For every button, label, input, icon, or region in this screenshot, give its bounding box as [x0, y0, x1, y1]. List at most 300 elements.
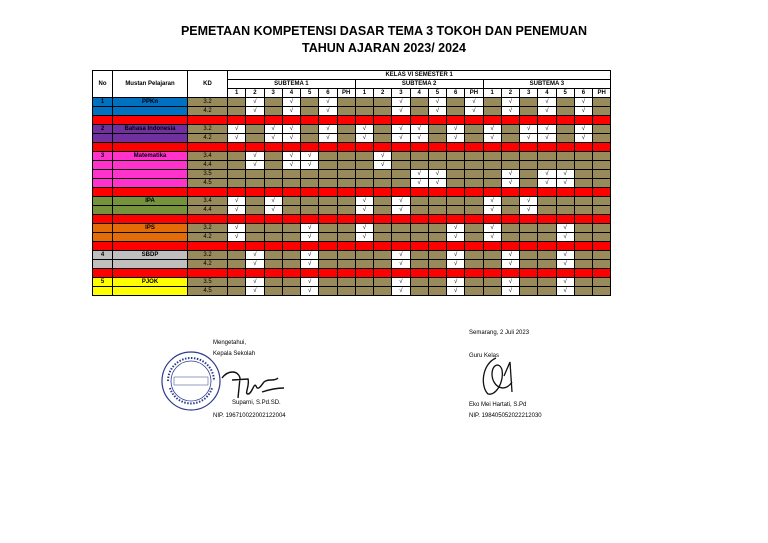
empty-cell	[501, 152, 519, 161]
empty-cell	[246, 134, 264, 143]
separator-cell	[556, 188, 574, 197]
check-mark: √	[483, 134, 501, 143]
empty-cell	[282, 233, 300, 242]
separator-cell	[337, 215, 355, 224]
empty-cell	[465, 152, 483, 161]
empty-cell	[355, 260, 373, 269]
check-mark: √	[355, 206, 373, 215]
table-cell	[93, 134, 113, 143]
empty-cell	[228, 251, 246, 260]
empty-cell	[337, 260, 355, 269]
separator-cell	[410, 143, 428, 152]
table-cell	[93, 260, 113, 269]
separator-cell	[593, 269, 611, 278]
empty-cell	[447, 206, 465, 215]
table-cell	[113, 107, 188, 116]
empty-cell	[447, 179, 465, 188]
separator-cell	[465, 116, 483, 125]
table-cell	[113, 260, 188, 269]
empty-cell	[319, 197, 337, 206]
empty-cell	[501, 224, 519, 233]
subtema-header: SUBTEMA 1	[228, 80, 356, 89]
empty-cell	[337, 107, 355, 116]
separator-cell	[374, 116, 392, 125]
empty-cell	[538, 206, 556, 215]
empty-cell	[374, 206, 392, 215]
empty-cell	[520, 170, 538, 179]
empty-cell	[483, 260, 501, 269]
separator-cell	[113, 188, 188, 197]
separator-cell	[374, 242, 392, 251]
check-mark: √	[392, 134, 410, 143]
empty-cell	[228, 152, 246, 161]
empty-cell	[282, 179, 300, 188]
check-mark: √	[538, 134, 556, 143]
principal-name: Suparni, S.Pd.SD.	[232, 400, 281, 406]
day-header: 4	[282, 89, 300, 98]
empty-cell	[319, 287, 337, 296]
empty-cell	[301, 107, 319, 116]
empty-cell	[392, 224, 410, 233]
empty-cell	[574, 251, 592, 260]
separator-cell	[501, 116, 519, 125]
check-mark: √	[410, 125, 428, 134]
empty-cell	[593, 125, 611, 134]
empty-cell	[520, 107, 538, 116]
empty-cell	[282, 251, 300, 260]
page-subtitle: TAHUN AJARAN 2023/ 2024	[302, 41, 466, 55]
empty-cell	[228, 98, 246, 107]
empty-cell	[246, 179, 264, 188]
separator-cell	[282, 143, 300, 152]
empty-cell	[410, 161, 428, 170]
subject-number: 2	[93, 125, 113, 134]
check-mark: √	[556, 260, 574, 269]
empty-cell	[593, 107, 611, 116]
separator-cell	[593, 242, 611, 251]
separator-row	[93, 188, 611, 197]
separator-cell	[228, 269, 246, 278]
separator-cell	[301, 215, 319, 224]
table-cell	[93, 233, 113, 242]
day-header: 3	[264, 89, 282, 98]
separator-cell	[574, 215, 592, 224]
empty-cell	[556, 161, 574, 170]
teacher-nip: NIP. 198405052022212030	[469, 413, 542, 419]
separator-cell	[374, 188, 392, 197]
separator-cell	[538, 143, 556, 152]
empty-cell	[428, 260, 446, 269]
check-mark: √	[483, 233, 501, 242]
separator-cell	[93, 188, 113, 197]
check-mark: √	[355, 134, 373, 143]
acknowledged-label: Mengetahui,	[213, 340, 247, 346]
table-cell	[113, 233, 188, 242]
empty-cell	[319, 179, 337, 188]
subtema-header: SUBTEMA 3	[483, 80, 611, 89]
separator-cell	[556, 116, 574, 125]
empty-cell	[246, 224, 264, 233]
table-cell	[113, 161, 188, 170]
separator-cell	[301, 116, 319, 125]
empty-cell	[264, 233, 282, 242]
check-mark: √	[301, 287, 319, 296]
separator-cell	[93, 269, 113, 278]
empty-cell	[574, 179, 592, 188]
kd-code: 3.2	[188, 224, 228, 233]
separator-cell	[228, 242, 246, 251]
table-cell	[113, 170, 188, 179]
check-mark: √	[264, 197, 282, 206]
separator-cell	[483, 143, 501, 152]
empty-cell	[374, 224, 392, 233]
separator-cell	[465, 242, 483, 251]
kd-code: 4.2	[188, 233, 228, 242]
principal-signature	[218, 364, 288, 402]
empty-cell	[355, 161, 373, 170]
empty-cell	[264, 224, 282, 233]
check-mark: √	[301, 251, 319, 260]
empty-cell	[428, 287, 446, 296]
day-header: 2	[374, 89, 392, 98]
separator-cell	[319, 188, 337, 197]
empty-cell	[593, 170, 611, 179]
empty-cell	[501, 206, 519, 215]
check-mark: √	[520, 206, 538, 215]
kd-code: 3.2	[188, 125, 228, 134]
empty-cell	[410, 287, 428, 296]
subject-number: 3	[93, 152, 113, 161]
empty-cell	[319, 152, 337, 161]
separator-cell	[246, 269, 264, 278]
empty-cell	[593, 197, 611, 206]
empty-cell	[319, 260, 337, 269]
empty-cell	[593, 98, 611, 107]
empty-cell	[319, 251, 337, 260]
empty-cell	[319, 206, 337, 215]
separator-cell	[188, 188, 228, 197]
empty-cell	[556, 125, 574, 134]
separator-cell	[355, 242, 373, 251]
empty-cell	[374, 197, 392, 206]
empty-cell	[337, 152, 355, 161]
empty-cell	[520, 278, 538, 287]
check-mark: √	[282, 98, 300, 107]
empty-cell	[465, 260, 483, 269]
check-mark: √	[538, 107, 556, 116]
empty-cell	[410, 98, 428, 107]
day-header: 6	[447, 89, 465, 98]
separator-cell	[337, 269, 355, 278]
check-mark: √	[228, 134, 246, 143]
empty-cell	[556, 152, 574, 161]
empty-cell	[520, 152, 538, 161]
empty-cell	[264, 179, 282, 188]
empty-cell	[520, 224, 538, 233]
empty-cell	[520, 260, 538, 269]
table-row	[93, 197, 611, 206]
table-cell	[113, 206, 188, 215]
empty-cell	[282, 170, 300, 179]
empty-cell	[556, 107, 574, 116]
empty-cell	[337, 278, 355, 287]
check-mark: √	[374, 161, 392, 170]
separator-cell	[501, 215, 519, 224]
empty-cell	[337, 134, 355, 143]
check-mark: √	[501, 260, 519, 269]
separator-cell	[319, 143, 337, 152]
separator-cell	[246, 215, 264, 224]
check-mark: √	[574, 125, 592, 134]
separator-cell	[282, 215, 300, 224]
empty-cell	[410, 278, 428, 287]
empty-cell	[574, 197, 592, 206]
separator-cell	[355, 215, 373, 224]
empty-cell	[428, 125, 446, 134]
separator-cell	[319, 269, 337, 278]
empty-cell	[465, 251, 483, 260]
table-cell	[113, 134, 188, 143]
table-row	[93, 161, 611, 170]
subject-name: Matematika	[113, 152, 188, 161]
empty-cell	[538, 224, 556, 233]
separator-cell	[355, 116, 373, 125]
empty-cell	[392, 170, 410, 179]
empty-cell	[410, 260, 428, 269]
check-mark: √	[428, 107, 446, 116]
check-mark: √	[520, 134, 538, 143]
separator-cell	[264, 215, 282, 224]
check-mark: √	[392, 125, 410, 134]
check-mark: √	[319, 98, 337, 107]
empty-cell	[392, 233, 410, 242]
check-mark: √	[556, 287, 574, 296]
empty-cell	[337, 125, 355, 134]
check-mark: √	[282, 125, 300, 134]
separator-cell	[319, 215, 337, 224]
empty-cell	[264, 152, 282, 161]
empty-cell	[337, 179, 355, 188]
separator-cell	[228, 215, 246, 224]
separator-cell	[93, 116, 113, 125]
class-semester-header: KELAS VI SEMESTER 1	[228, 71, 611, 80]
empty-cell	[593, 134, 611, 143]
empty-cell	[556, 98, 574, 107]
empty-cell	[465, 287, 483, 296]
empty-cell	[282, 224, 300, 233]
check-mark: √	[228, 206, 246, 215]
empty-cell	[410, 233, 428, 242]
check-mark: √	[301, 161, 319, 170]
check-mark: √	[355, 233, 373, 242]
empty-cell	[447, 161, 465, 170]
empty-cell	[538, 197, 556, 206]
empty-cell	[355, 251, 373, 260]
check-mark: √	[282, 161, 300, 170]
separator-cell	[319, 242, 337, 251]
page-title: PEMETAAN KOMPETENSI DASAR TEMA 3 TOKOH DAN PENEMUAN	[180, 24, 588, 38]
empty-cell	[246, 197, 264, 206]
table-row	[93, 206, 611, 215]
check-mark: √	[538, 170, 556, 179]
check-mark: √	[538, 179, 556, 188]
separator-cell	[93, 143, 113, 152]
empty-cell	[538, 278, 556, 287]
empty-cell	[428, 161, 446, 170]
check-mark: √	[501, 251, 519, 260]
kd-code: 3.5	[188, 278, 228, 287]
separator-cell	[301, 269, 319, 278]
separator-cell	[447, 116, 465, 125]
empty-cell	[447, 152, 465, 161]
separator-cell	[465, 188, 483, 197]
subject-name: PJOK	[113, 278, 188, 287]
empty-cell	[337, 224, 355, 233]
empty-cell	[337, 197, 355, 206]
kd-code: 4.2	[188, 107, 228, 116]
day-header: 3	[520, 89, 538, 98]
kd-code: 4.2	[188, 134, 228, 143]
separator-cell	[520, 242, 538, 251]
separator-cell	[355, 188, 373, 197]
table-cell	[93, 206, 113, 215]
empty-cell	[264, 287, 282, 296]
separator-cell	[538, 188, 556, 197]
separator-cell	[337, 143, 355, 152]
empty-cell	[282, 206, 300, 215]
check-mark: √	[465, 98, 483, 107]
day-header: 5	[428, 89, 446, 98]
separator-cell	[447, 215, 465, 224]
empty-cell	[410, 206, 428, 215]
empty-cell	[374, 260, 392, 269]
empty-cell	[246, 233, 264, 242]
check-mark: √	[246, 107, 264, 116]
check-mark: √	[574, 107, 592, 116]
empty-cell	[520, 287, 538, 296]
day-header: 2	[501, 89, 519, 98]
separator-cell	[228, 116, 246, 125]
empty-cell	[483, 287, 501, 296]
empty-cell	[520, 98, 538, 107]
empty-cell	[593, 152, 611, 161]
check-mark: √	[501, 98, 519, 107]
empty-cell	[483, 251, 501, 260]
separator-cell	[574, 143, 592, 152]
separator-cell	[392, 269, 410, 278]
check-mark: √	[355, 197, 373, 206]
empty-cell	[483, 98, 501, 107]
separator-cell	[113, 269, 188, 278]
check-mark: √	[282, 152, 300, 161]
empty-cell	[374, 107, 392, 116]
check-mark: √	[483, 197, 501, 206]
separator-cell	[465, 143, 483, 152]
empty-cell	[337, 170, 355, 179]
empty-cell	[428, 224, 446, 233]
check-mark: √	[410, 179, 428, 188]
check-mark: √	[520, 125, 538, 134]
empty-cell	[301, 179, 319, 188]
empty-cell	[355, 98, 373, 107]
empty-cell	[355, 152, 373, 161]
separator-cell	[428, 188, 446, 197]
day-header: 1	[228, 89, 246, 98]
check-mark: √	[246, 287, 264, 296]
empty-cell	[574, 224, 592, 233]
empty-cell	[574, 233, 592, 242]
separator-cell	[228, 188, 246, 197]
empty-cell	[410, 224, 428, 233]
empty-cell	[228, 161, 246, 170]
separator-cell	[113, 215, 188, 224]
separator-cell	[264, 143, 282, 152]
check-mark: √	[264, 125, 282, 134]
separator-row	[93, 215, 611, 224]
empty-cell	[574, 287, 592, 296]
separator-cell	[538, 116, 556, 125]
separator-cell	[593, 188, 611, 197]
empty-cell	[282, 287, 300, 296]
check-mark: √	[538, 125, 556, 134]
check-mark: √	[301, 278, 319, 287]
check-mark: √	[319, 134, 337, 143]
empty-cell	[483, 170, 501, 179]
check-mark: √	[556, 251, 574, 260]
check-mark: √	[447, 278, 465, 287]
empty-cell	[447, 107, 465, 116]
table-cell	[113, 179, 188, 188]
empty-cell	[337, 233, 355, 242]
empty-cell	[301, 197, 319, 206]
day-header: 6	[574, 89, 592, 98]
check-mark: √	[392, 197, 410, 206]
empty-cell	[538, 233, 556, 242]
separator-cell	[188, 242, 228, 251]
check-mark: √	[392, 278, 410, 287]
check-mark: √	[246, 161, 264, 170]
separator-cell	[501, 188, 519, 197]
separator-cell	[410, 215, 428, 224]
separator-cell	[447, 188, 465, 197]
separator-cell	[520, 215, 538, 224]
subject-number: 5	[93, 278, 113, 287]
check-mark: √	[301, 233, 319, 242]
empty-cell	[428, 197, 446, 206]
empty-cell	[355, 278, 373, 287]
check-mark: √	[301, 224, 319, 233]
check-mark: √	[246, 98, 264, 107]
empty-cell	[264, 278, 282, 287]
check-mark: √	[319, 125, 337, 134]
check-mark: √	[228, 233, 246, 242]
day-header: 1	[355, 89, 373, 98]
check-mark: √	[228, 224, 246, 233]
empty-cell	[556, 197, 574, 206]
empty-cell	[428, 152, 446, 161]
separator-cell	[246, 188, 264, 197]
separator-cell	[319, 116, 337, 125]
empty-cell	[593, 278, 611, 287]
separator-cell	[374, 143, 392, 152]
separator-cell	[188, 143, 228, 152]
empty-cell	[538, 152, 556, 161]
empty-cell	[574, 161, 592, 170]
subject-name: IPS	[113, 224, 188, 233]
empty-cell	[593, 206, 611, 215]
empty-cell	[374, 233, 392, 242]
table-row	[93, 251, 611, 260]
